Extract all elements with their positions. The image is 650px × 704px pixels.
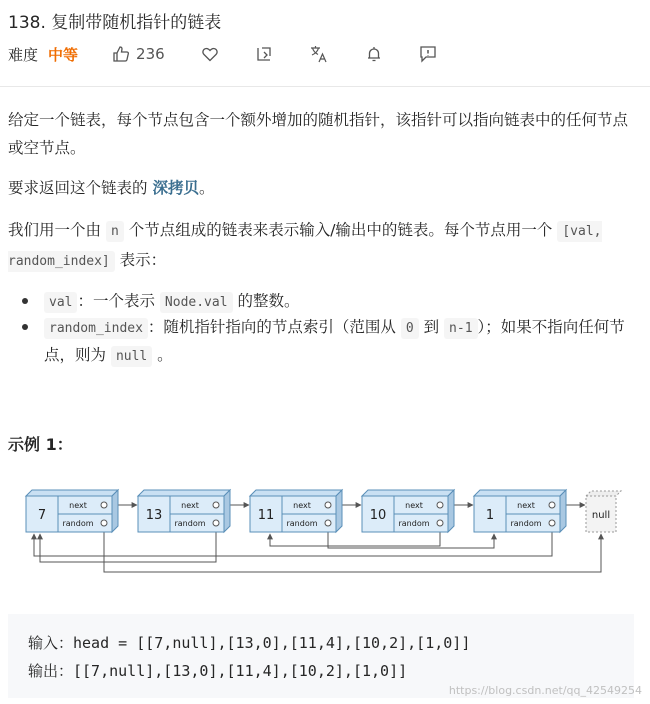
heart-icon <box>201 45 219 63</box>
divider <box>0 86 650 87</box>
subscribe-button[interactable] <box>365 45 383 63</box>
linked-list-diagram <box>0 480 650 590</box>
random-label: random <box>286 519 318 528</box>
bullet-val <box>44 288 638 316</box>
list-node <box>138 490 230 532</box>
inline-code-node-val: Node.val <box>160 292 233 313</box>
bullet-dot <box>22 298 28 304</box>
example-input: 输入：head = [[7,null],[13,0],[11,4],[10,2],[1,0]] <box>28 634 471 652</box>
feedback-button[interactable] <box>419 45 437 63</box>
example-output: 输出：[[7,null],[13,0],[11,4],[10,2],[1,0]] <box>28 662 408 680</box>
inline-code-val: val <box>44 292 77 313</box>
bullet-text: 到 <box>418 318 445 336</box>
bell-icon <box>365 45 383 63</box>
next-pointer-dot <box>213 502 219 508</box>
thumbs-up-icon <box>112 45 130 63</box>
favorite-button[interactable] <box>201 45 219 63</box>
next-label: next <box>517 501 535 510</box>
bullet-text: 。 <box>152 346 173 364</box>
bullet-text: ）；如果不指向任何节点，则为 <box>44 318 625 364</box>
bullet-dot <box>22 324 28 330</box>
bullet-text: 的整数。 <box>232 292 300 310</box>
inline-code-random-index: random_index <box>44 318 148 339</box>
random-label: random <box>510 519 542 528</box>
translate-button[interactable] <box>309 45 329 63</box>
null-label: null <box>591 510 611 521</box>
translate-icon <box>309 45 329 63</box>
feedback-icon <box>419 45 437 63</box>
bullet-random-index <box>44 314 638 370</box>
inline-code-null: null <box>111 346 152 367</box>
random-label: random <box>62 519 94 528</box>
list-node <box>362 490 454 532</box>
random-pointer-dot <box>101 520 107 526</box>
example-heading: 示例 1： <box>8 435 73 454</box>
next-pointer-dot <box>325 502 331 508</box>
watermark: https://blog.csdn.net/qq_42549254 <box>448 684 642 697</box>
list-node <box>250 490 342 532</box>
random-label: random <box>398 519 430 528</box>
random-label: random <box>174 519 206 528</box>
node-value: 1 <box>485 508 495 523</box>
problem-title: 138. 复制带随机指针的链表 <box>8 13 222 33</box>
p2-text: 要求返回这个链表的 <box>8 179 153 197</box>
random-pointer-dot <box>437 520 443 526</box>
share-icon <box>255 45 273 63</box>
null-node <box>586 491 621 532</box>
node-value: 13 <box>145 508 163 523</box>
p2-text-end: 。 <box>198 179 215 197</box>
inline-code-n-minus-1: n-1 <box>444 318 477 339</box>
node-value: 7 <box>37 508 47 523</box>
random-pointer-dot <box>325 520 331 526</box>
random-pointer-dot <box>549 520 555 526</box>
inline-code-node-format: [val, random_index] <box>8 221 602 272</box>
problem-meta-bar <box>8 42 437 66</box>
next-label: next <box>181 501 199 510</box>
list-node <box>474 490 566 532</box>
next-label: next <box>69 501 87 510</box>
p3-text-b: 个节点组成的链表来表示输入/输出中的链表。每个节点用一个 <box>123 221 558 239</box>
next-label: next <box>293 501 311 510</box>
next-pointer-dot <box>549 502 555 508</box>
bullet-text: ：一个表示 <box>77 292 160 310</box>
difficulty-label: 难度 <box>8 45 39 64</box>
inline-code-n: n <box>106 221 124 242</box>
next-pointer-dot <box>101 502 107 508</box>
next-pointer-dot <box>437 502 443 508</box>
node-value: 10 <box>369 508 387 523</box>
like-button[interactable] <box>112 45 165 63</box>
p3-text-a: 我们用一个由 <box>8 221 106 239</box>
description-paragraph-3 <box>8 216 638 276</box>
like-count: 236 <box>136 45 165 63</box>
bullet-text: ：随机指针指向的节点索引（范围从 <box>147 318 401 336</box>
description-paragraph-1: 给定一个链表，每个节点包含一个额外增加的随机指针，该指针可以指向链表中的任何节点或空节点。 <box>8 111 629 157</box>
description-paragraph-2 <box>8 174 638 202</box>
difficulty-badge: 中等 <box>48 45 79 64</box>
node-value: 11 <box>257 508 275 523</box>
share-button[interactable] <box>255 45 273 63</box>
inline-code-zero: 0 <box>401 318 419 339</box>
list-node <box>26 490 118 532</box>
deep-copy-emphasis: 深拷贝 <box>152 179 199 197</box>
p3-text-c: 表示： <box>114 251 167 269</box>
random-pointer-dot <box>213 520 219 526</box>
next-label: next <box>405 501 423 510</box>
